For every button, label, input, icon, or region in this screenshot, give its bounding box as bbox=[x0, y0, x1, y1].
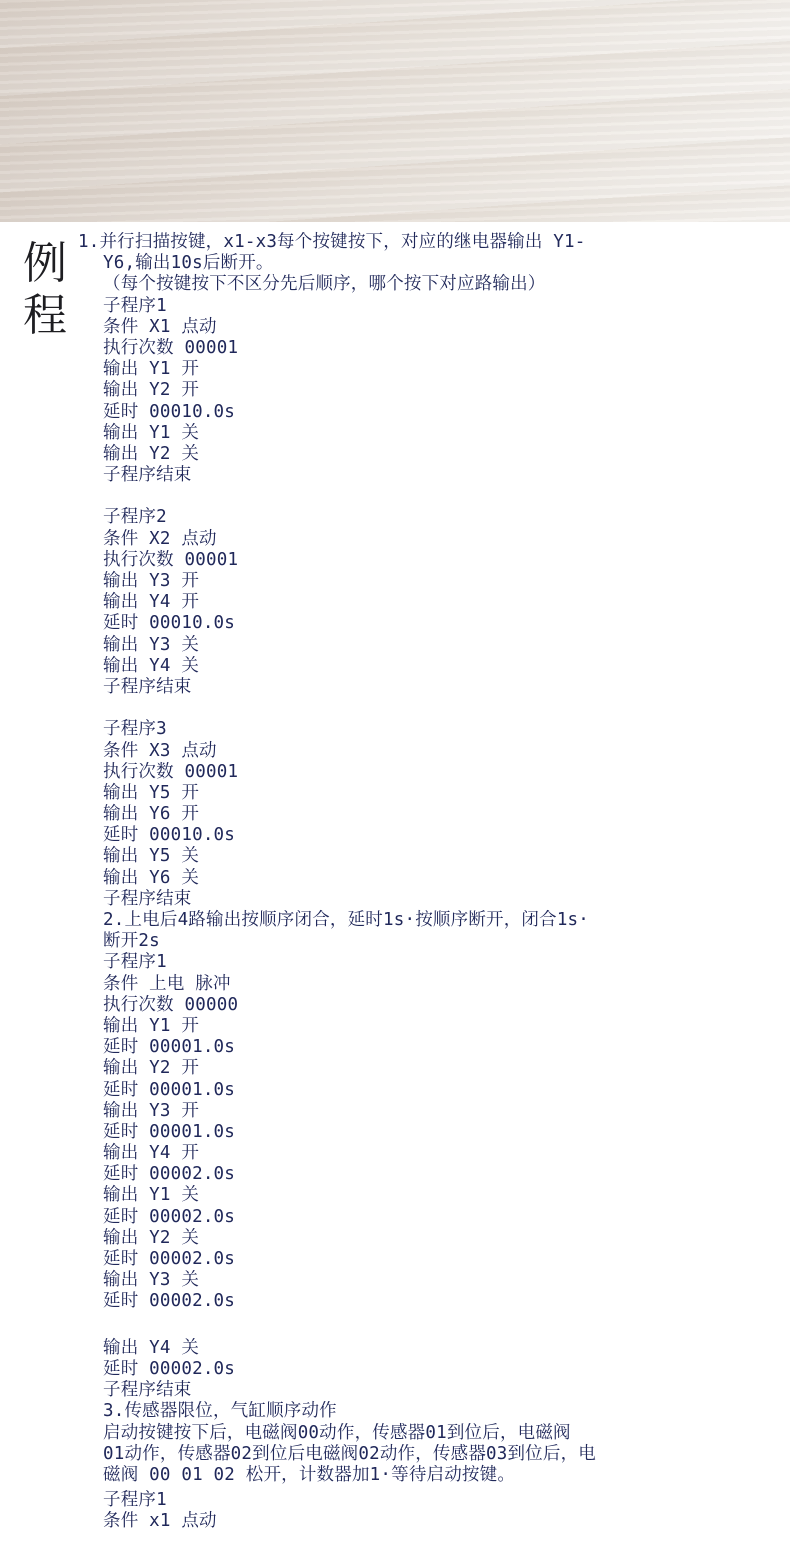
section-2-title-line-2: 断开2s bbox=[103, 931, 160, 952]
code-line: 延时 00010.0s bbox=[103, 825, 236, 846]
code-line: 输出 Y4 关 bbox=[103, 655, 200, 676]
code-line: 输出 Y1 开 bbox=[103, 1015, 200, 1036]
code-line: 延时 00010.0s bbox=[103, 613, 236, 634]
code-line: 条件 X2 点动 bbox=[103, 528, 217, 549]
page-heading bbox=[18, 238, 72, 342]
code-line: 输出 Y3 开 bbox=[103, 1100, 200, 1121]
code-line: 输出 Y6 关 bbox=[103, 867, 200, 888]
code-line: 子程序3 bbox=[103, 719, 167, 740]
code-line: 延时 00002.0s bbox=[103, 1164, 236, 1185]
code-line: 子程序1 bbox=[103, 1490, 167, 1511]
code-line: 条件 X1 点动 bbox=[103, 316, 217, 337]
section-3-para-line-1: 启动按键按下后，电磁阀00动作，传感器01到位后，电磁阀 bbox=[103, 1422, 571, 1443]
code-line: 条件 x1 点动 bbox=[103, 1511, 217, 1532]
code-line: 输出 Y3 开 bbox=[103, 571, 200, 591]
heading-char-1: 例 bbox=[23, 238, 67, 289]
code-line: 延时 00001.0s bbox=[103, 1079, 236, 1100]
code-line: 输出 Y4 关 bbox=[103, 1337, 200, 1358]
code-line: 延时 00001.0s bbox=[103, 1121, 236, 1142]
section-1-note: （每个按键按下不区分先后顺序，哪个按下对应路输出） bbox=[103, 274, 546, 295]
code-line: 输出 Y2 关 bbox=[103, 443, 200, 464]
code-line: 条件 X3 点动 bbox=[103, 740, 217, 761]
code-line: 子程序2 bbox=[103, 507, 167, 528]
code-line: 输出 Y3 关 bbox=[103, 1270, 200, 1291]
code-line: 延时 00002.0s bbox=[103, 1206, 236, 1227]
code-line: 输出 Y1 关 bbox=[103, 1185, 200, 1206]
code-line: 延时 00002.0s bbox=[103, 1291, 236, 1312]
code-line: 输出 Y2 关 bbox=[103, 1227, 200, 1248]
code-line: 输出 Y1 开 bbox=[103, 359, 200, 380]
section-3-title: 3.传感器限位，气缸顺序动作 bbox=[103, 1401, 337, 1422]
code-line: 延时 00001.0s bbox=[103, 1037, 236, 1058]
heading-char-2: 程 bbox=[23, 290, 67, 341]
section-3-para-line-2: 01动作，传感器02到位后电磁阀02动作，传感器03到位后，电 bbox=[103, 1443, 596, 1464]
section-2-title-line-1: 2.上电后4路输出按顺序闭合，延时1s·按顺序断开，闭合1s· bbox=[103, 910, 590, 930]
code-line: 延时 00002.0s bbox=[103, 1358, 236, 1379]
code-line: 延时 00010.0s bbox=[103, 401, 236, 422]
code-line: 子程序结束 bbox=[103, 1380, 192, 1401]
wood-texture-banner bbox=[0, 0, 790, 222]
code-line: 执行次数 00001 bbox=[103, 337, 239, 358]
code-line: 子程序结束 bbox=[103, 676, 192, 697]
section-1-title-line-2: Y6,输出10s后断开。 bbox=[103, 253, 274, 274]
code-line: 子程序1 bbox=[103, 952, 167, 973]
code-line: 子程序1 bbox=[103, 295, 167, 316]
code-line: 延时 00002.0s bbox=[103, 1249, 236, 1269]
code-line: 条件 上电 脉冲 bbox=[103, 973, 231, 994]
code-line: 子程序结束 bbox=[103, 888, 192, 909]
example-program-list bbox=[78, 232, 778, 1532]
section-1-title-line-1: 1.并行扫描按键，x1-x3每个按键按下，对应的继电器输出 Y1- bbox=[78, 232, 586, 252]
code-line: 输出 Y6 开 bbox=[103, 804, 200, 825]
code-line: 输出 Y4 开 bbox=[103, 592, 200, 613]
code-line: 输出 Y1 关 bbox=[103, 422, 200, 443]
code-line: 输出 Y3 关 bbox=[103, 634, 200, 655]
code-line: 输出 Y5 关 bbox=[103, 846, 200, 867]
code-line: 输出 Y2 开 bbox=[103, 1058, 200, 1079]
section-3-para-line-3: 磁阀 00 01 02 松开，计数器加1·等待启动按键。 bbox=[103, 1464, 516, 1485]
code-line: 执行次数 00001 bbox=[103, 549, 239, 570]
code-line: 输出 Y5 开 bbox=[103, 782, 200, 803]
code-line: 子程序结束 bbox=[103, 465, 192, 486]
code-line: 执行次数 00000 bbox=[103, 994, 239, 1015]
code-line: 输出 Y2 开 bbox=[103, 380, 200, 401]
code-line: 执行次数 00001 bbox=[103, 761, 239, 782]
code-line: 输出 Y4 开 bbox=[103, 1143, 200, 1164]
